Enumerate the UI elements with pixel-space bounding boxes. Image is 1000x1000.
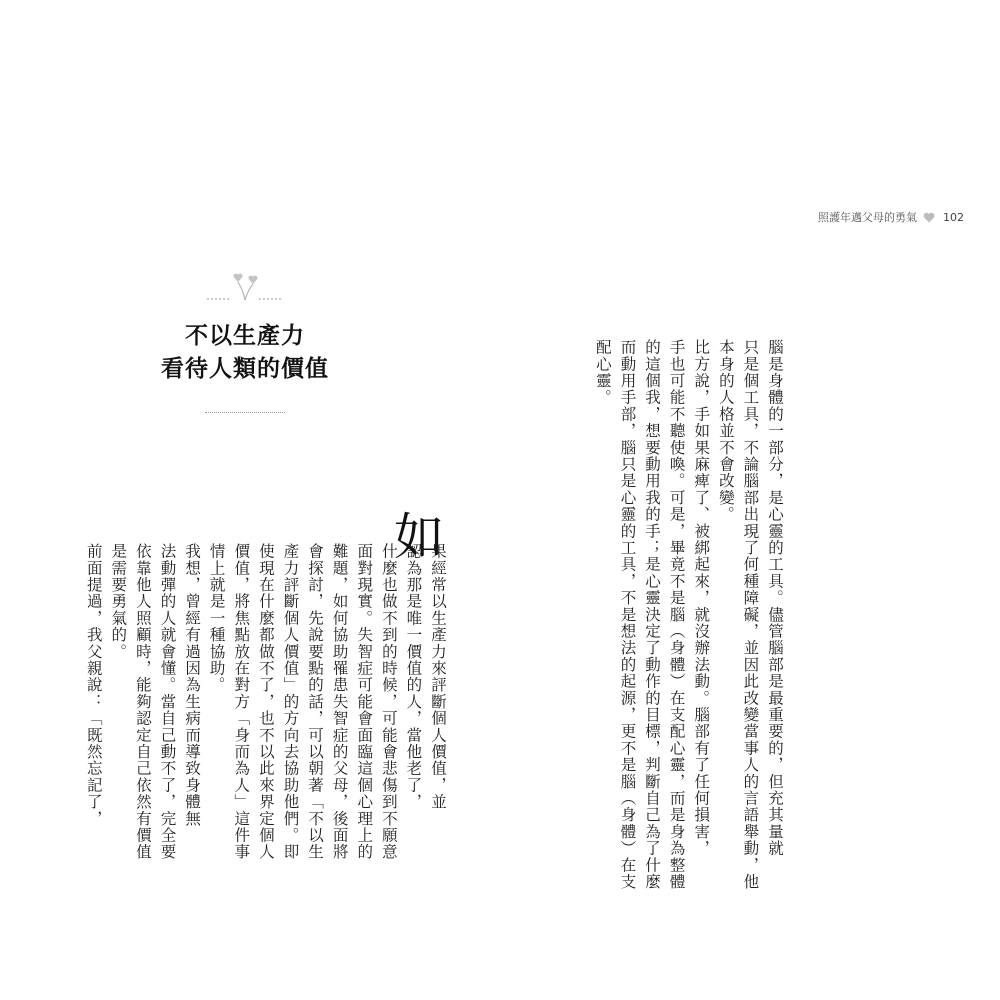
body-line: 是需要勇氣的。 bbox=[109, 543, 128, 660]
body-line: 前面提過，我父親說：「既然忘記了， bbox=[84, 543, 103, 827]
body-line: 法動彈的人就會懂。當自己動不了，完全要 bbox=[158, 543, 177, 861]
body-line: 情上就是一種協助。 bbox=[207, 543, 226, 694]
body-line: 配心靈。 bbox=[593, 339, 612, 406]
chapter-title-line: 看待人類的價值 bbox=[161, 356, 329, 382]
page-number: 102 bbox=[943, 210, 964, 224]
body-line: 認為那是唯一價值的人，當他老了， bbox=[404, 543, 423, 811]
body-line: 難題，如何協助罹患失智症的父母，後面將 bbox=[330, 543, 349, 861]
chapter-title bbox=[150, 320, 340, 386]
body-line: 價值，將焦點放在對方「身而為人」這件事 bbox=[232, 543, 251, 861]
running-title: 照護年邁父母的勇氣 bbox=[818, 211, 917, 224]
chapter-title-line: 不以生產力 bbox=[185, 323, 305, 349]
body-line: 本身的人格並不會改變。 bbox=[716, 339, 735, 523]
hearts-ornament-icon bbox=[205, 270, 285, 306]
body-line: 只是個工具，不論腦部出現了何種障礙，並因此改變當事人的言語舉動，他 bbox=[741, 339, 760, 891]
body-line: 而動用手部，腦只是心靈的工具，不是想法的起源，更不是腦（身體）在支 bbox=[618, 339, 637, 891]
drop-cap: 如 bbox=[394, 508, 444, 566]
body-line: 會探討，先說要點的話，可以朝著「不以生 bbox=[306, 543, 325, 861]
body-line: 手也可能不聽使喚。可是，畢竟不是腦（身體）在支配心靈，而是身為整體 bbox=[667, 339, 686, 891]
chapter-title-area bbox=[150, 270, 340, 414]
body-line: 比方說，手如果麻痺了、被綁起來，就沒辦法動。腦部有了任何損害， bbox=[692, 339, 711, 857]
body-line: 面對現實。失智症可能會面臨這個心理上的 bbox=[355, 543, 374, 861]
left-page-body bbox=[81, 543, 450, 861]
body-line: 腦是身體的一部分，是心靈的工具。儘管腦部是最重要的，但充其量就 bbox=[766, 339, 784, 857]
body-line: 使現在什麼都做不了，也不以此來界定個人 bbox=[256, 543, 275, 861]
body-line: 依靠他人照顧時，能夠認定自己依然有價值 bbox=[133, 543, 152, 861]
body-line: 的這個我，想要動用我的手；是心靈決定了動作的目標，判斷自己為了什麼 bbox=[643, 339, 662, 891]
body-line: 產力評斷個人價值」的方向去協助他們。即 bbox=[281, 543, 300, 861]
dotted-divider bbox=[205, 412, 285, 414]
heart-icon bbox=[923, 212, 935, 223]
running-header bbox=[818, 209, 964, 225]
body-line: 我想，曾經有過因為生病而導致身體無 bbox=[183, 543, 202, 827]
right-page-body bbox=[590, 339, 787, 891]
body-line: 什麼也做不到的時候，可能會悲傷到不願意 bbox=[379, 543, 398, 861]
body-line: 果經常以生產力來評斷個人價值，並 bbox=[429, 543, 447, 811]
